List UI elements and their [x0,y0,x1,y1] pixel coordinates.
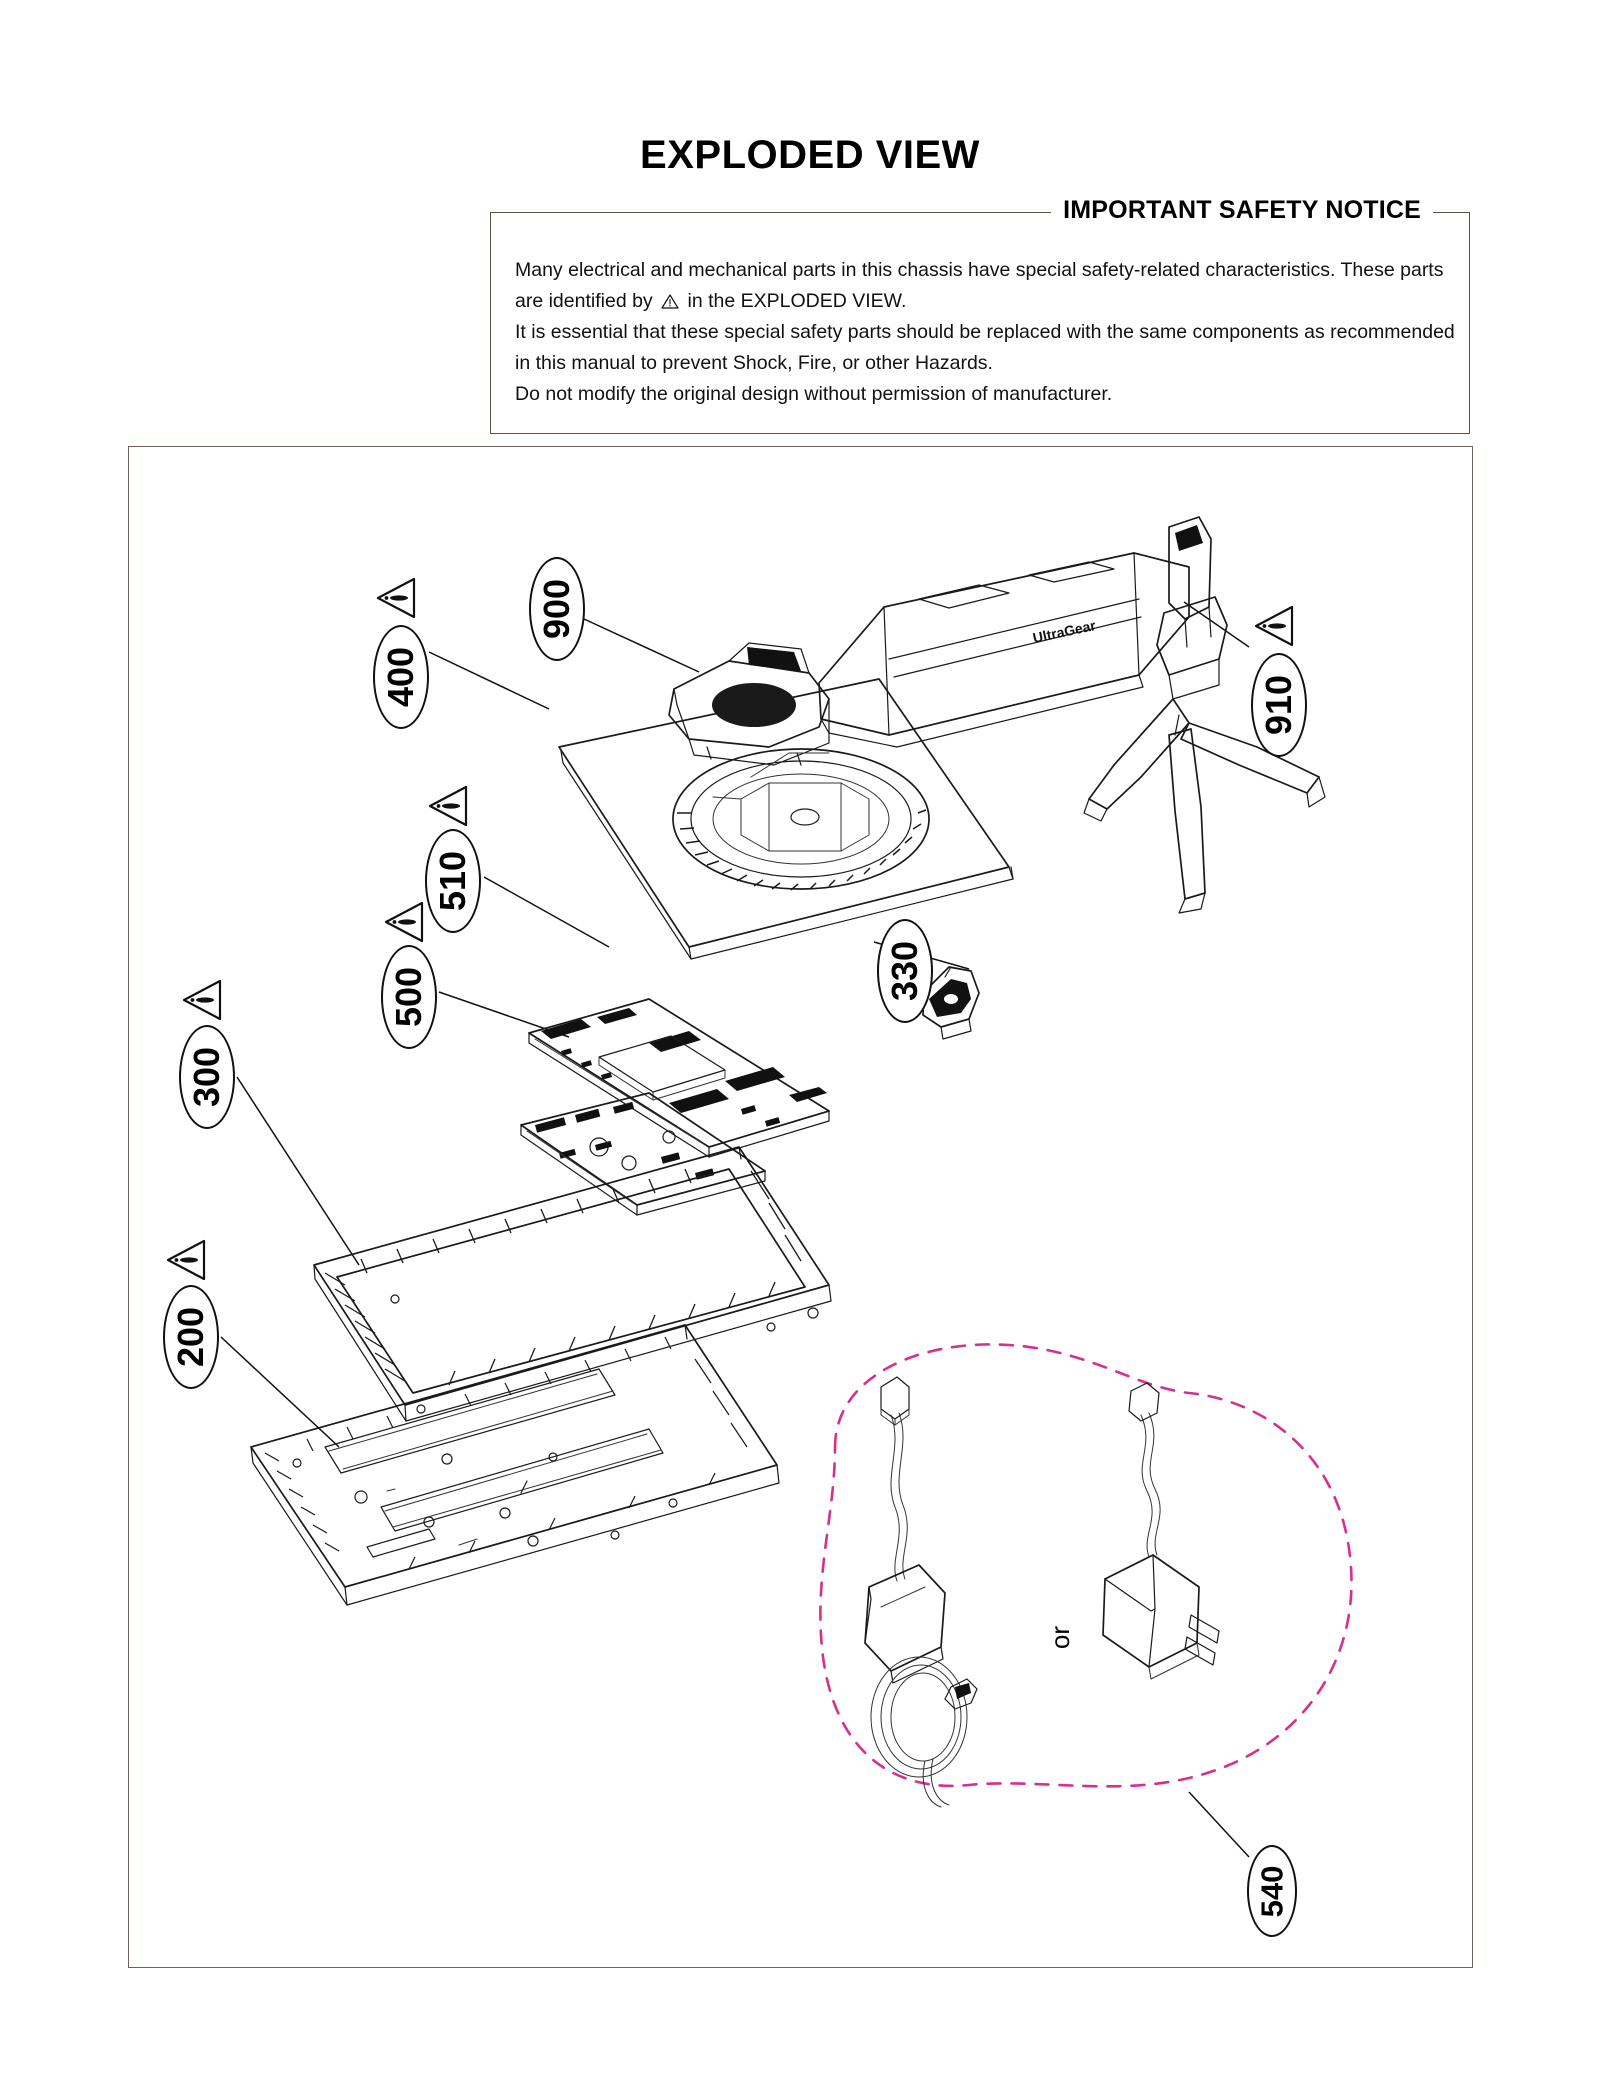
callout-balloon-200[interactable] [163,1285,219,1389]
callout-balloon-300[interactable] [179,1025,235,1129]
callout-balloon-510[interactable] [425,829,481,933]
safety-warning-marker-500 [381,899,427,945]
safety-warning-marker-300 [179,977,225,1023]
safety-line-3: Do not modify the original design without permission of manufacturer. [515,383,1113,405]
safety-warning-marker-910 [1251,603,1297,649]
accessory-ac-adapter [1103,1383,1219,1679]
safety-notice-paragraph-5 [515,379,1455,410]
safety-notice-text [515,255,1455,410]
callout-label-900: 900 [536,578,578,640]
safety-notice-paragraph-3 [515,317,1455,348]
accessory-power-cord [871,1657,977,1807]
safety-warning-marker-510 [425,783,471,829]
safety-notice-paragraph-2 [515,286,1455,317]
safety-warning-marker-200 [163,1237,209,1283]
warning-triangle-icon [661,294,679,309]
callout-balloon-900[interactable] [529,557,585,661]
accessory-group-outline [820,1344,1351,1786]
callout-label-540: 540 [1254,1865,1290,1917]
callout-label-400: 400 [380,646,422,708]
safety-notice-legend: IMPORTANT SAFETY NOTICE [1051,196,1433,225]
part-540-accessories [820,1344,1351,1807]
callout-label-300: 300 [186,1046,228,1108]
monitor-head-assembly [819,553,1189,747]
safety-line-2b: in this manual to prevent Shock, Fire, or other Hazards. [515,352,993,374]
page-title: EXPLODED VIEW [640,133,980,177]
part-510-main-pcb [529,999,829,1157]
safety-line-1b: are identified by [515,290,653,312]
safety-warning-marker-400 [373,575,419,621]
ultragear-brand-text: UltraGear [1031,617,1098,646]
callout-balloon-910[interactable] [1251,653,1307,757]
safety-line-1c: in the EXPLODED VIEW. [687,290,907,312]
part-900-stand-neck [669,643,829,765]
important-safety-notice-box [490,196,1470,434]
safety-notice-paragraph-1 [515,255,1455,286]
part-300-middle-frame [314,1147,831,1421]
safety-line-1a: Many electrical and mechanical parts in this chassis have special safety-related characteristics. These parts [515,259,1444,281]
callout-label-500: 500 [388,966,430,1028]
callout-label-200: 200 [170,1306,212,1368]
callout-label-510: 510 [432,850,474,912]
exploded-view-diagram-panel [128,446,1473,1968]
callout-label-330: 330 [884,940,926,1002]
callout-balloon-330[interactable] [877,919,933,1023]
part-200-rear-chassis [251,1325,779,1605]
accessory-or-label: or [1045,1625,1076,1650]
safety-notice-paragraph-4 [515,348,1455,379]
accessory-signal-cable [865,1377,945,1683]
callout-balloon-540[interactable] [1247,1845,1297,1937]
safety-line-2a: It is essential that these special safety parts should be replaced with the same components as recommended [515,321,1455,343]
callout-label-910: 910 [1258,674,1300,736]
callout-balloon-500[interactable] [381,945,437,1049]
callout-balloon-400[interactable] [373,625,429,729]
